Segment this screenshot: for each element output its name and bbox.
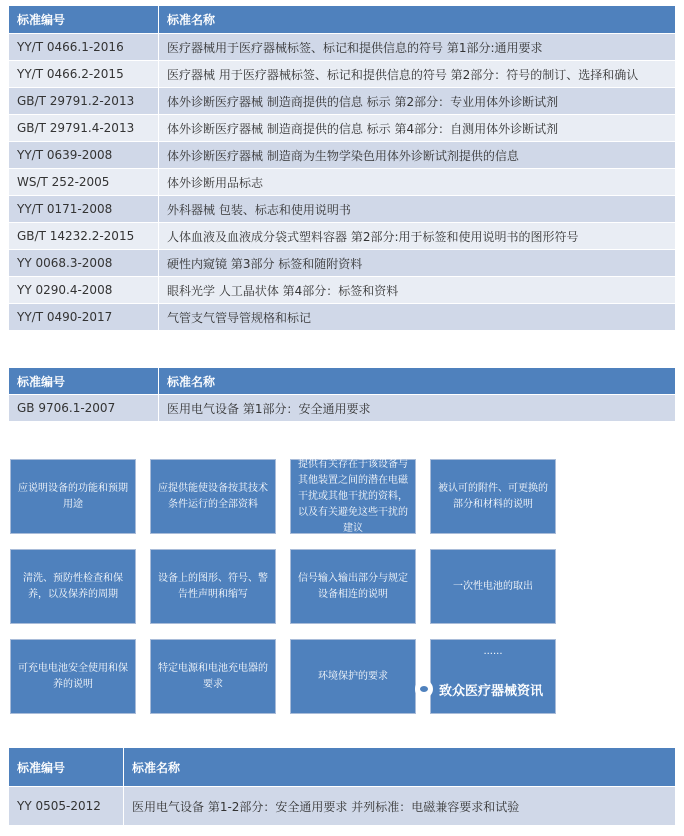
requirement-box: 应提供能使设备按其技术条件运行的全部资料 bbox=[150, 459, 276, 534]
requirement-box: 提供有关存在于该设备与其他装置之间的潜在电磁干扰或其他干扰的资料，以及有关避免这些干扰的建议 bbox=[290, 459, 416, 534]
watermark bbox=[415, 678, 543, 700]
requirement-box: ...... bbox=[430, 639, 556, 714]
standard-number-cell: GB/T 29791.4-2013 bbox=[9, 115, 159, 142]
standard-name-cell: 医疗器械用于医疗器械标签、标记和提供信息的符号 第1部分:通用要求 bbox=[159, 34, 676, 61]
standard-number-cell: YY/T 0639-2008 bbox=[9, 142, 159, 169]
wechat-icon bbox=[415, 680, 433, 698]
standard-name-cell: 体外诊断医疗器械 制造商提供的信息 标示 第2部分：专业用体外诊断试剂 bbox=[159, 88, 676, 115]
requirement-box: 一次性电池的取出 bbox=[430, 549, 556, 624]
standard-name-cell: 医用电气设备 第1-2部分：安全通用要求 并列标准：电磁兼容要求和试验 bbox=[124, 787, 676, 826]
standard-number-cell: YY/T 0490-2017 bbox=[9, 304, 159, 331]
table-row bbox=[9, 169, 676, 196]
standard-name-cell: 体外诊断用品标志 bbox=[159, 169, 676, 196]
standard-number-cell: YY 0068.3-2008 bbox=[9, 250, 159, 277]
standards-table-emc bbox=[8, 747, 676, 826]
requirement-box: 应说明设备的功能和预期用途 bbox=[10, 459, 136, 534]
table-row bbox=[9, 34, 676, 61]
table-row bbox=[9, 277, 676, 304]
table-row bbox=[9, 61, 676, 88]
standard-name-cell: 气管支气管导管规格和标记 bbox=[159, 304, 676, 331]
table-row bbox=[9, 787, 676, 826]
header-standard-name: 标准名称 bbox=[159, 6, 676, 34]
table-row bbox=[9, 250, 676, 277]
header-standard-number: 标准编号 bbox=[9, 748, 124, 787]
standard-number-cell: WS/T 252-2005 bbox=[9, 169, 159, 196]
standard-number-cell: YY 0290.4-2008 bbox=[9, 277, 159, 304]
requirement-box: 可充电电池安全使用和保养的说明 bbox=[10, 639, 136, 714]
table-row bbox=[9, 196, 676, 223]
table-row bbox=[9, 395, 676, 422]
standard-number-cell: GB/T 29791.2-2013 bbox=[9, 88, 159, 115]
requirement-box: 清洗、预防性检查和保养，以及保养的周期 bbox=[10, 549, 136, 624]
standard-number-cell: YY/T 0466.2-2015 bbox=[9, 61, 159, 88]
requirements-grid bbox=[10, 459, 558, 714]
header-standard-name: 标准名称 bbox=[124, 748, 676, 787]
standard-name-cell: 人体血液及血液成分袋式塑料容器 第2部分:用于标签和使用说明书的图形符号 bbox=[159, 223, 676, 250]
table-row bbox=[9, 223, 676, 250]
header-standard-number: 标准编号 bbox=[9, 368, 159, 395]
standard-number-cell: YY/T 0466.1-2016 bbox=[9, 34, 159, 61]
header-standard-number: 标准编号 bbox=[9, 6, 159, 34]
standard-name-cell: 硬性内窥镜 第3部分 标签和随附资料 bbox=[159, 250, 676, 277]
standard-number-cell: YY/T 0171-2008 bbox=[9, 196, 159, 223]
watermark-text: 致众医疗器械资讯 bbox=[439, 683, 544, 699]
table-row bbox=[9, 88, 676, 115]
standards-table-electrical-safety bbox=[8, 367, 676, 422]
standard-number-cell: GB 9706.1-2007 bbox=[9, 395, 159, 422]
standard-name-cell: 医疗器械 用于医疗器械标签、标记和提供信息的符号 第2部分：符号的制订、选择和确认 bbox=[159, 61, 676, 88]
requirement-box: 设备上的图形、符号、警告性声明和缩写 bbox=[150, 549, 276, 624]
standard-name-cell: 体外诊断医疗器械 制造商为生物学染色用体外诊断试剂提供的信息 bbox=[159, 142, 676, 169]
standards-table-labeling bbox=[8, 5, 676, 331]
requirement-box: 信号输入输出部分与规定设备相连的说明 bbox=[290, 549, 416, 624]
table-row bbox=[9, 142, 676, 169]
header-standard-name: 标准名称 bbox=[159, 368, 676, 395]
standard-number-cell: YY 0505-2012 bbox=[9, 787, 124, 826]
standard-number-cell: GB/T 14232.2-2015 bbox=[9, 223, 159, 250]
standard-name-cell: 体外诊断医疗器械 制造商提供的信息 标示 第4部分：自测用体外诊断试剂 bbox=[159, 115, 676, 142]
table-row bbox=[9, 115, 676, 142]
table-row bbox=[9, 304, 676, 331]
requirement-box: 环境保护的要求 bbox=[290, 639, 416, 714]
standard-name-cell: 医用电气设备 第1部分：安全通用要求 bbox=[159, 395, 676, 422]
requirement-box: 特定电源和电池充电器的要求 bbox=[150, 639, 276, 714]
requirement-box: 被认可的附件、可更换的部分和材料的说明 bbox=[430, 459, 556, 534]
standard-name-cell: 外科器械 包装、标志和使用说明书 bbox=[159, 196, 676, 223]
standard-name-cell: 眼科光学 人工晶状体 第4部分：标签和资料 bbox=[159, 277, 676, 304]
